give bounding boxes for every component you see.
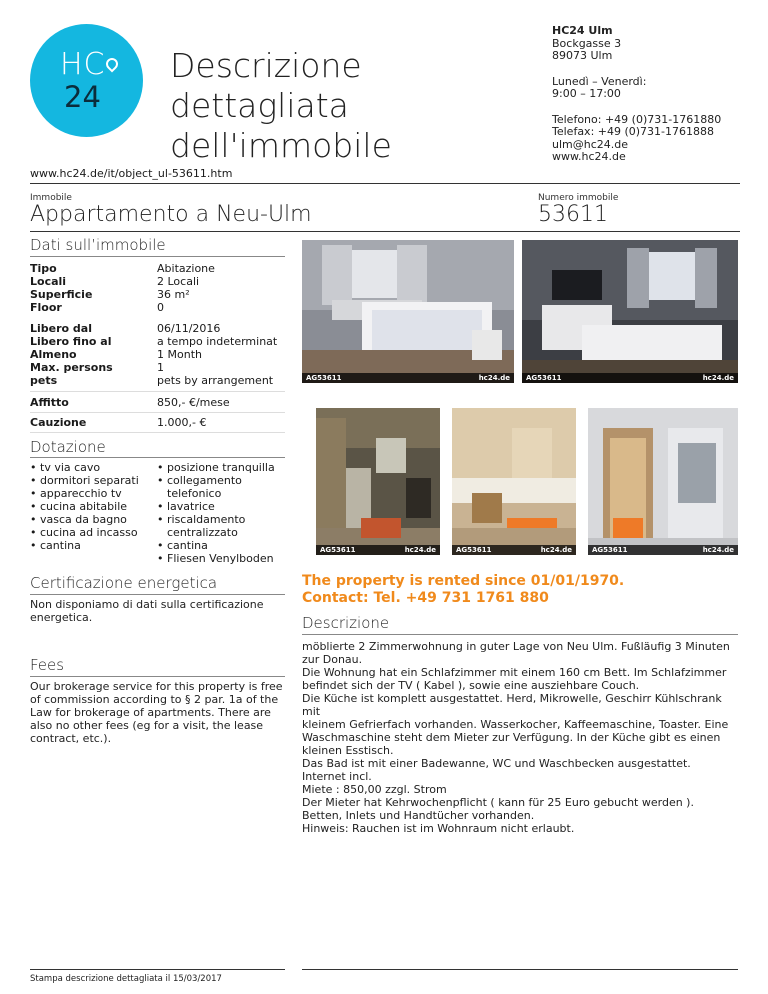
- photo-kitchen-image: [316, 408, 440, 555]
- equipment-item: • posizione tranquilla: [157, 461, 287, 474]
- equipment-list-1: [30, 461, 139, 552]
- photo-bathroom-2[interactable]: [588, 408, 738, 555]
- photo-bedroom-2[interactable]: [522, 240, 738, 383]
- fees-title: Fees: [30, 656, 65, 674]
- equipment-title: Dotazione: [30, 438, 106, 456]
- property-number-label: Numero immobile: [538, 193, 619, 203]
- description-line-text: kleinen Esstisch.: [302, 744, 394, 757]
- description-line-text: Internet incl.: [302, 770, 372, 783]
- fact-value: pets by arrangement: [157, 374, 274, 387]
- office-contact: [552, 25, 721, 164]
- fees-line: [30, 676, 285, 677]
- fact-value: 0: [157, 301, 164, 314]
- photo-bathroom-1[interactable]: [452, 408, 576, 555]
- equipment-item: • vasca da bagno: [30, 513, 139, 526]
- equipment-item: • lavatrice: [157, 500, 287, 513]
- rented-notice-line: The property is rented since 01/01/1970.: [302, 573, 625, 589]
- office-fax: Telefax: +49 (0)731-1761888: [552, 125, 715, 138]
- print-footer: Stampa descrizione dettagliata il 15/03/2017: [30, 974, 222, 984]
- description-line-text: Der Mieter hat Kehrwochenpflicht ( kann für 25 Euro gebucht werden ).: [302, 796, 694, 809]
- photo-bedroom-1[interactable]: [302, 240, 514, 383]
- photo-id-tag: AG53611: [306, 374, 342, 382]
- office-hours: 9:00 – 17:00: [552, 87, 621, 100]
- fact-key: Floor: [30, 301, 62, 314]
- equipment-line: [30, 457, 285, 458]
- equipment-item: • cantina: [157, 539, 287, 552]
- description-line: [302, 634, 738, 635]
- fact-key: pets: [30, 374, 58, 387]
- hc24-logo: [30, 24, 143, 137]
- office-street: Bockgasse 3: [552, 36, 622, 50]
- description-line-text: Die Küche ist komplett ausgestattet. Herd, Mikrowelle, Geschirr Kühlschrank mit: [302, 692, 722, 718]
- office-name: HC24 Ulm: [552, 24, 613, 37]
- office-days: Lunedì – Venerdì:: [552, 74, 647, 88]
- page-title: Descrizione dettagliata dell'immobile: [170, 46, 392, 165]
- fact-value: a tempo indeterminat: [157, 335, 278, 348]
- fact-value: Abitazione: [157, 262, 215, 275]
- data-section-title: Dati sull’immobile: [30, 236, 166, 254]
- energy-text-line: Non disponiamo di dati sulla certificazione: [30, 598, 264, 611]
- photo-bathroom-1-image: [452, 408, 576, 555]
- photo-site-tag: hc24.de: [404, 546, 436, 554]
- energy-text-line: energetica.: [30, 611, 93, 624]
- photo-id-tag: AG53611: [320, 546, 356, 554]
- footer-line-right: [302, 969, 738, 970]
- equipment-item: telefonico: [167, 487, 222, 500]
- fact-key: Locali: [30, 275, 67, 288]
- equipment-item: • riscaldamento: [157, 513, 287, 526]
- rent-label: Affitto: [30, 396, 69, 409]
- fact-value: 36 m²: [157, 288, 190, 301]
- photo-id-tag: AG53611: [592, 546, 628, 554]
- fees-text-line: of commission according to § 2 par. 1a of the: [30, 693, 279, 706]
- description-line-text: Hinweis: Rauchen ist im Wohnraum nicht erlaubt.: [302, 822, 575, 835]
- office-website[interactable]: www.hc24.de: [552, 150, 626, 163]
- description-line-text: Waschmaschine steht dem Mieter zur Verfügung. In der Küche gibt es einen: [302, 731, 721, 744]
- logo-hc-text: HC: [60, 47, 106, 82]
- fact-key: Libero fino al: [30, 335, 112, 348]
- property-name: Appartamento a Neu-Ulm: [30, 202, 312, 227]
- equipment-item: • cucina abitabile: [30, 500, 139, 513]
- fact-key: Max. persons: [30, 361, 113, 374]
- photo-id-tag: AG53611: [526, 374, 562, 382]
- equipment-item: • dormitori separati: [30, 474, 139, 487]
- rent-value: 850,- €/mese: [157, 396, 230, 409]
- deposit-divider: [30, 432, 285, 433]
- photo-kitchen[interactable]: [316, 408, 440, 555]
- rented-notice: [302, 573, 624, 607]
- fees-text-line: contract, etc.).: [30, 732, 112, 745]
- deposit-value: 1.000,- €: [157, 416, 207, 429]
- energy-line: [30, 594, 285, 595]
- fees-text-line: Our brokerage service for this property is free: [30, 680, 283, 693]
- header-divider: [30, 183, 740, 184]
- fact-value: 1 Month: [157, 348, 202, 361]
- photo-site-tag: hc24.de: [702, 374, 734, 382]
- photo-bedroom-2-image: [522, 240, 738, 383]
- fees-text: [30, 680, 283, 745]
- fact-value: 2 Locali: [157, 275, 200, 288]
- location-pin-icon: [104, 56, 121, 73]
- contact-notice-line: Contact: Tel. +49 731 1761 880: [302, 590, 549, 606]
- rent-divider: [30, 412, 285, 413]
- description-line-text: möblierte 2 Zimmerwohnung in guter Lage von Neu Ulm. Fußläufig 3 Minuten: [302, 640, 730, 653]
- description-line-text: Die Wohnung hat ein Schlafzimmer mit einem 160 cm Bett. Im Schlafzimmer: [302, 666, 727, 679]
- description-text: [302, 640, 742, 835]
- equipment-item: • cantina: [30, 539, 139, 552]
- equipment-item: • apparecchio tv: [30, 487, 139, 500]
- equipment-item: • Fliesen Venylboden: [157, 552, 287, 565]
- photo-id-tag: AG53611: [456, 546, 492, 554]
- office-email[interactable]: ulm@hc24.de: [552, 137, 629, 151]
- description-line-text: Das Bad ist mit einer Badewanne, WC und Waschbecken ausgestattet.: [302, 757, 691, 770]
- equipment-item: • cucina ad incasso: [30, 526, 139, 539]
- photo-bathroom-2-image: [588, 408, 738, 555]
- facts-divider: [30, 391, 285, 392]
- title-divider: [30, 231, 740, 232]
- description-line-text: zur Donau.: [302, 653, 363, 666]
- description-title: Descrizione: [302, 614, 390, 632]
- office-city: 89073 Ulm: [552, 49, 613, 62]
- description-line-text: Betten, Inlets und Handtücher vorhanden.: [302, 809, 535, 822]
- footer-line-left: [30, 969, 285, 970]
- data-section-line: [30, 256, 285, 257]
- object-url[interactable]: www.hc24.de/it/object_ul-53611.htm: [30, 167, 233, 180]
- description-line-text: kleinem Gefrierfach vorhanden. Wasserkocher, Kaffeemaschine, Toaster. Eine: [302, 718, 729, 731]
- equipment-list-2: [157, 461, 287, 565]
- description-line-text: Miete : 850,00 zzgl. Strom: [302, 783, 447, 796]
- fact-value: 1: [157, 361, 164, 374]
- fact-key: Almeno: [30, 348, 77, 361]
- equipment-item: centralizzato: [167, 526, 238, 539]
- photo-bedroom-1-image: [302, 240, 514, 383]
- energy-title: Certificazione energetica: [30, 574, 218, 592]
- logo-24-text: 24: [64, 80, 101, 114]
- description-line-text: befindet sich der TV ( Kabel ), sowie eine ausziehbare Couch.: [302, 679, 640, 692]
- fact-key: Libero dal: [30, 322, 92, 335]
- fact-value: 06/11/2016: [157, 322, 221, 335]
- fact-key: Superficie: [30, 288, 93, 301]
- deposit-label: Cauzione: [30, 416, 87, 429]
- photo-site-tag: hc24.de: [702, 546, 734, 554]
- property-number: 53611: [538, 202, 608, 227]
- photo-site-tag: hc24.de: [478, 374, 510, 382]
- fees-text-line: also no other fees (eg for a visit, the lease: [30, 719, 264, 732]
- equipment-item: • collegamento: [157, 474, 287, 487]
- equipment-item: • tv via cavo: [30, 461, 139, 474]
- fees-text-line: Law for brokerage of apartments. There are: [30, 706, 271, 719]
- photo-site-tag: hc24.de: [540, 546, 572, 554]
- fact-key: Tipo: [30, 262, 57, 275]
- property-label: Immobile: [30, 193, 72, 203]
- energy-text: [30, 598, 264, 624]
- office-phone: Telefono: +49 (0)731-1761880: [552, 112, 722, 126]
